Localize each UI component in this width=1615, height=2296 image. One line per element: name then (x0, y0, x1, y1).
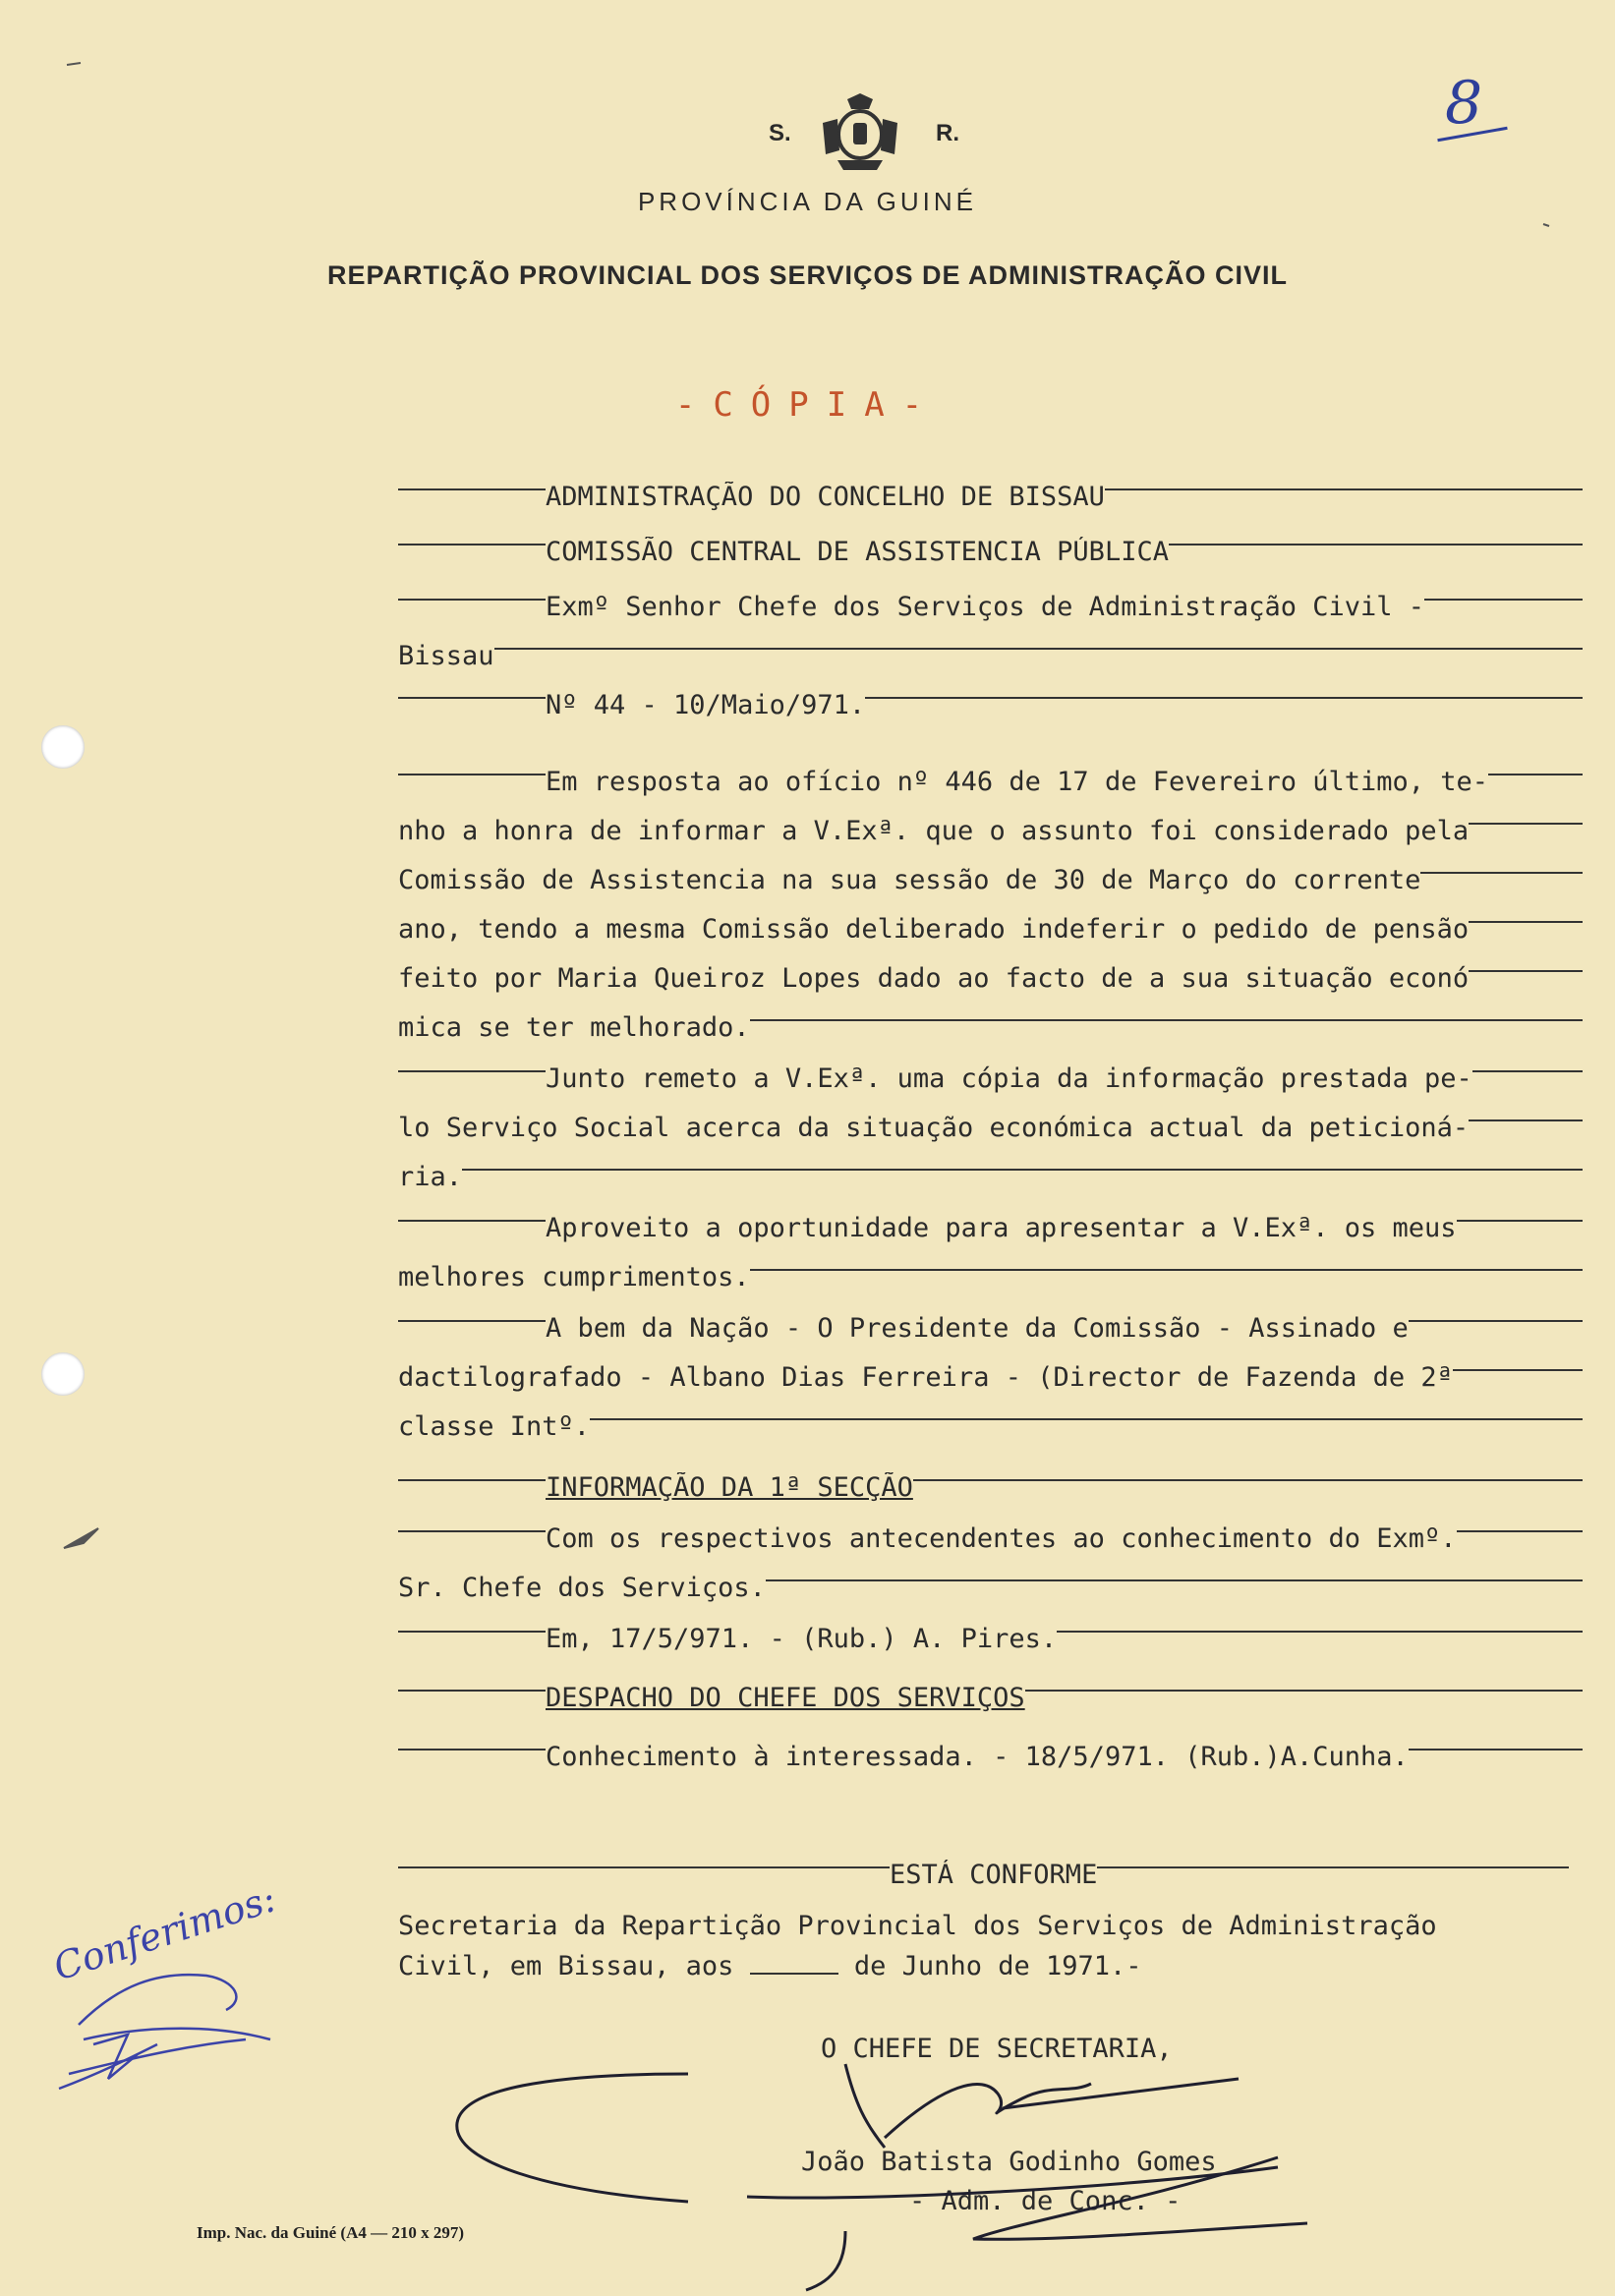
section-heading: DESPACHO DO CHEFE DOS SERVIÇOS (546, 1683, 1025, 1713)
body-line (398, 1573, 1583, 1622)
body-line (398, 1063, 1583, 1113)
line-text: Comissão de Assistencia na sua sessão de 30 de Março do corrente (398, 865, 1421, 895)
body-line (398, 537, 1583, 586)
trailing-dashes (1424, 599, 1583, 601)
leader-dashes (398, 1320, 546, 1322)
body-line (398, 1472, 1583, 1521)
conforme-date: de Junho de 1971.- (853, 1951, 1142, 1981)
body-line (398, 816, 1583, 865)
trailing-dashes (462, 1169, 1583, 1171)
line-text: nho a honra de informar a V.Exª. que o assunto foi considerado pela (398, 816, 1470, 846)
line-text: Conhecimento à interessada. - 18/5/971. (Rub.)A.Cunha. (546, 1742, 1409, 1772)
conforme-place: Civil, em Bissau, aos (398, 1951, 734, 1981)
punch-hole (41, 1352, 85, 1396)
chefe-role: - Adm. de Conc. - (909, 2186, 1182, 2216)
header-r: R. (936, 120, 959, 146)
body-line (398, 1012, 1583, 1062)
line-text: Em, 17/5/971. - (Rub.) A. Pires. (546, 1624, 1058, 1654)
trailing-dashes (1457, 1530, 1583, 1532)
leader-dashes (398, 599, 546, 601)
date-blank (750, 1973, 838, 1975)
line-text: Exmº Senhor Chefe dos Serviços de Administração Civil - (546, 592, 1425, 622)
trailing-dashes (1457, 1220, 1583, 1222)
line-text: COMISSÃO CENTRAL DE ASSISTENCIA PÚBLICA (546, 537, 1169, 567)
trailing-dashes (1453, 1369, 1583, 1371)
leader-dashes (398, 1631, 546, 1633)
trailing-dashes (1488, 774, 1583, 775)
punch-hole (41, 725, 85, 769)
body-line (398, 1523, 1583, 1573)
line-text: A bem da Nação - O Presidente da Comissão - Assinado e (546, 1313, 1409, 1344)
line-text: Aproveito a oportunidade para apresentar a V.Exª. os meus (546, 1213, 1457, 1243)
body-line (398, 767, 1583, 816)
line-text: ano, tendo a mesma Comissão deliberado indeferir o pedido de pensão (398, 914, 1470, 945)
trailing-dashes (494, 648, 1583, 650)
chefe-title: O CHEFE DE SECRETARIA, (821, 2034, 1173, 2064)
body-line (398, 482, 1583, 531)
leader-dashes (398, 1220, 546, 1222)
trailing-dashes (1025, 1690, 1583, 1692)
trailing-dashes (590, 1418, 1583, 1420)
body-line (398, 914, 1583, 963)
body-line (398, 641, 1583, 690)
trailing-dashes (1057, 1631, 1583, 1633)
leader-dashes (398, 1479, 546, 1481)
body-line (398, 1362, 1583, 1411)
trailing-dashes (1469, 970, 1583, 972)
header-s: S. (769, 120, 791, 146)
margin-initials (59, 1975, 270, 2089)
trailing-dashes (1469, 1119, 1583, 1121)
body-line (398, 1313, 1583, 1362)
leader-dashes (398, 774, 546, 775)
leader-dashes (398, 1690, 546, 1692)
chefe-name: João Batista Godinho Gomes (801, 2147, 1217, 2177)
conforme-line: Secretaria da Repartição Provincial dos Serviços de Administração (398, 1911, 1437, 1941)
trailing-dashes (1105, 488, 1583, 490)
conforme-line (398, 1951, 1583, 2000)
trailing-dashes (913, 1479, 1583, 1481)
line-text: lo Serviço Social acerca da situação económica actual da peticioná- (398, 1113, 1470, 1143)
margin-note: Conferimos: (48, 1876, 281, 1989)
trailing-dashes (1472, 1070, 1583, 1072)
body-line (398, 1624, 1583, 1673)
line-text: mica se ter melhorado. (398, 1012, 750, 1043)
leader-dashes (398, 1530, 546, 1532)
body-line (398, 1411, 1583, 1461)
line-text: feito por Maria Queiroz Lopes dado ao facto de a sua situação econó (398, 963, 1470, 994)
coat-of-arms-icon (818, 93, 902, 172)
body-line (398, 1262, 1583, 1311)
body-line (398, 1683, 1583, 1732)
page-number: 8 (1445, 69, 1483, 138)
leader-dashes (398, 544, 546, 545)
trailing-dashes (1420, 872, 1583, 874)
body-line (398, 1213, 1583, 1262)
line-text: Sr. Chefe dos Serviços. (398, 1573, 766, 1603)
conforme-title: ESTÁ CONFORME (890, 1860, 1098, 1890)
line-text: Com os respectivos antecendentes ao conhecimento do Exmº. (546, 1523, 1457, 1554)
trailing-dashes (1169, 544, 1583, 545)
body-line (398, 963, 1583, 1012)
body-line (398, 1113, 1583, 1162)
trailing-dashes (1469, 823, 1583, 825)
leader-dashes (398, 697, 546, 699)
trailing-dashes (766, 1579, 1583, 1581)
trailing-dashes (1409, 1320, 1583, 1322)
printer-imprint: Imp. Nac. da Guiné (A4 — 210 x 297) (197, 2223, 465, 2242)
line-text: Nº 44 - 10/Maio/971. (546, 690, 866, 720)
body-line (398, 865, 1583, 914)
line-text: Bissau (398, 641, 494, 671)
leader-dashes (398, 488, 546, 490)
line-text: Em resposta ao ofício nº 446 de 17 de Fevereiro último, te- (546, 767, 1489, 797)
department-title: REPARTIÇÃO PROVINCIAL DOS SERVIÇOS DE ADMINISTRAÇÃO CIVIL (326, 260, 1289, 290)
trailing-dashes (1409, 1749, 1583, 1751)
line-text: ADMINISTRAÇÃO DO CONCELHO DE BISSAU (546, 482, 1105, 512)
conforme-title-line (398, 1860, 1583, 1909)
section-heading: INFORMAÇÃO DA 1ª SECÇÃO (546, 1472, 913, 1503)
line-text: melhores cumprimentos. (398, 1262, 750, 1292)
province-title: PROVÍNCIA DA GUINÉ (637, 187, 978, 216)
leader-dashes (398, 1749, 546, 1751)
trailing-dashes (1469, 921, 1583, 923)
leader-dashes (398, 1070, 546, 1072)
line-text: Junto remeto a V.Exª. uma cópia da informação prestada pe- (546, 1063, 1472, 1094)
body-line (398, 1162, 1583, 1211)
line-text: dactilografado - Albano Dias Ferreira - (Director de Fazenda de 2ª (398, 1362, 1453, 1393)
body-line (398, 1742, 1583, 1791)
copy-heading: -CÓPIA- (674, 385, 941, 425)
body-line (398, 592, 1583, 641)
line-text: classe Intº. (398, 1411, 591, 1442)
trailing-dashes (750, 1019, 1583, 1021)
trailing-dashes (750, 1269, 1583, 1271)
trailing-dashes (865, 697, 1583, 699)
line-text: ria. (398, 1162, 463, 1192)
body-line (398, 690, 1583, 739)
